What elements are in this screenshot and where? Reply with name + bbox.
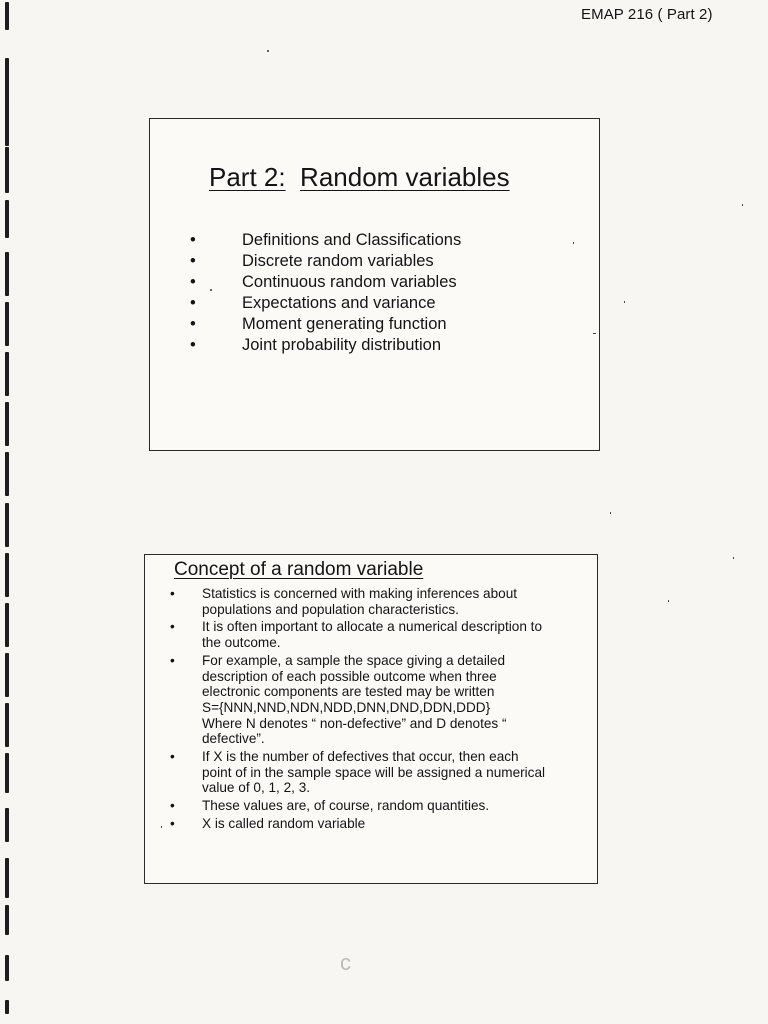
bullet-mark: • <box>170 586 175 601</box>
scan-speck <box>573 242 574 244</box>
binding-hole <box>5 503 9 547</box>
scan-smudge: c <box>340 950 351 975</box>
scan-speck <box>733 557 734 559</box>
slide2-text-line: Where N denotes “ non-defective” and D denotes “ <box>202 715 507 731</box>
bullet-mark: • <box>190 273 196 291</box>
bullet-mark: • <box>170 652 175 668</box>
binding-hole <box>5 808 9 842</box>
binding-hole <box>5 302 9 346</box>
slide2-bullet-item <box>170 816 585 832</box>
slide2-text-line: defective”. <box>202 731 265 747</box>
slide1-topic-label: Definitions and Classifications <box>242 231 462 249</box>
binding-hole <box>5 955 9 981</box>
slide2-text-line: point of in the sample space will be assigned a numerical <box>202 764 546 780</box>
binding-hole <box>5 603 9 647</box>
binding-hole <box>5 200 9 238</box>
binding-hole <box>5 1000 9 1014</box>
slide2-text-line: description of each possible outcome when three <box>202 668 497 684</box>
binding-hole <box>5 252 9 296</box>
slide2-text-line: X is called random variable <box>202 815 366 831</box>
binding-hole <box>5 653 9 697</box>
bullet-mark: • <box>190 336 196 354</box>
binding-hole <box>5 753 9 793</box>
slide1-title-part: Part 2: <box>209 162 286 192</box>
slide1-title-text: Random variables <box>300 162 510 192</box>
slide2-text-line: populations and population characteristics. <box>202 601 459 617</box>
slide2-text-line: electronic components are tested may be written <box>202 684 495 700</box>
slide1-topic-label: Expectations and variance <box>242 294 436 312</box>
binding-hole <box>5 553 9 597</box>
slide1-topic-label: Continuous random variables <box>242 273 457 291</box>
binding-hole <box>5 147 9 193</box>
scan-speck <box>668 600 669 602</box>
binding-hole <box>5 352 9 396</box>
scan-speck <box>267 50 269 52</box>
binding-hole <box>5 58 9 102</box>
slide2-bullet-item <box>170 798 585 814</box>
slide1-topic-label: Joint probability distribution <box>242 336 442 354</box>
slide2-bullet-list <box>170 586 585 834</box>
bullet-mark: • <box>190 231 196 249</box>
bullet-mark: • <box>170 749 175 765</box>
binding-hole <box>5 452 9 496</box>
bullet-mark: • <box>190 294 196 312</box>
bullet-mark: • <box>170 619 175 635</box>
scan-speck <box>210 289 212 291</box>
scan-speck <box>624 301 625 303</box>
slide2-text-line: Statistics is concerned with making inferences about <box>202 586 518 601</box>
binding-hole <box>5 2 9 30</box>
course-header: EMAP 216 ( Part 2) <box>581 6 713 23</box>
scan-speck <box>742 204 743 206</box>
slide2-text-line: For example, a sample the space giving a detailed <box>202 652 506 668</box>
binding-hole <box>5 703 9 747</box>
slide2-text-line: It is often important to allocate a numerical description to <box>202 619 543 635</box>
scan-speck <box>161 826 162 828</box>
binding-holes <box>0 0 30 1024</box>
slide2-text-line: These values are, of course, random quantities. <box>202 798 490 814</box>
slide1-title <box>209 162 510 193</box>
binding-hole <box>5 98 9 146</box>
bullet-mark: • <box>190 252 196 270</box>
bullet-mark: • <box>170 815 175 831</box>
slide2-bullet-item <box>170 619 585 650</box>
slide1-topic-label: Moment generating function <box>242 315 447 333</box>
slide2-text-line: S={NNN,NND,NDN,NDD,DNN,DND,DDN,DDD} <box>202 699 491 715</box>
slide2-text-line: value of 0, 1, 2, 3. <box>202 780 311 796</box>
bullet-mark: • <box>170 798 175 814</box>
slide2-title: Concept of a random variable <box>174 559 424 580</box>
slide2-text-line: the outcome. <box>202 635 281 651</box>
slide2-text-line: If X is the number of defectives that occur, then each <box>202 749 519 765</box>
binding-hole <box>5 905 9 935</box>
binding-hole <box>5 858 9 898</box>
slide2-bullet-item <box>170 653 585 747</box>
scan-speck <box>610 512 611 514</box>
slide1-topic-label: Discrete random variables <box>242 252 434 270</box>
scan-speck <box>593 333 596 334</box>
slide2-bullet-item <box>170 749 585 796</box>
bullet-mark: • <box>190 315 196 333</box>
slide2-bullet-item <box>170 586 585 617</box>
binding-hole <box>5 402 9 446</box>
